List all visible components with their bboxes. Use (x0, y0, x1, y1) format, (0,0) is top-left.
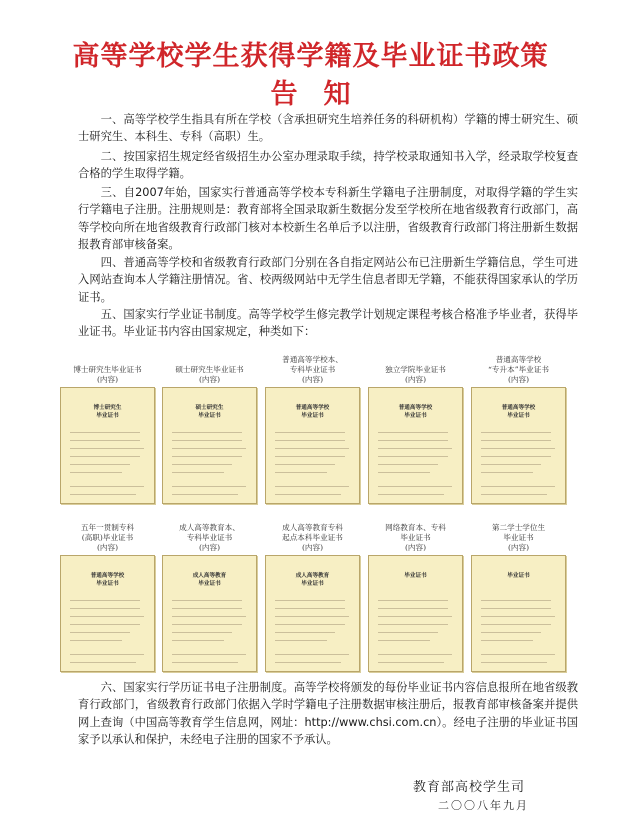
certificate-caption-line: 网络教育本、专科 (385, 523, 446, 532)
certificate-card-title-line: 博士研究生 (93, 405, 122, 411)
certificate-caption (60, 523, 155, 553)
certificate-text-line (70, 632, 130, 633)
certificate-caption-line: (内容) (198, 375, 221, 384)
certificate-text-line (172, 632, 232, 633)
certificate-text-line (481, 456, 551, 457)
certificate-footer-line (378, 486, 452, 487)
document-title: 高等学校学生获得学籍及毕业证书政策 (72, 41, 549, 72)
certificate-text-line (172, 464, 232, 465)
certificate-caption-line: 普通高等学校本、 (282, 355, 343, 364)
certificate-image (265, 555, 360, 672)
certificate-text-line (481, 432, 551, 433)
certificate-text-line (481, 472, 533, 473)
paragraph-6: 六、国家实行学历证书电子注册制度。高等学校将颁发的每份毕业证书内容信息报所在地省级教育行政部门，省级教育行政部门依据入学时学籍电子注册数据审核注册后，报教育部审核备案并提供网上查询（中国高等教育学生信息网，网址：http://www.chsi.com.cn）。经电子注册的毕业证书国家予以承认和保护，未经电子注册的国家不予承认。 (78, 681, 578, 747)
certificate-text-line (70, 432, 140, 433)
certificate-card-title-line: 毕业证书 (404, 413, 427, 419)
issue-date: 二〇〇八年九月 (438, 799, 529, 812)
certificate-caption-line: (内容) (404, 375, 427, 384)
certificate-text-line (378, 616, 452, 617)
certificate-caption (60, 355, 155, 385)
certificate-text-line (70, 440, 140, 441)
certificate-text-line (275, 632, 335, 633)
certificate-footer-line (378, 662, 444, 663)
issuer-signature: 教育部高校学生司 (412, 780, 525, 795)
certificate-text-line (70, 640, 122, 641)
certificate-text-line (172, 432, 242, 433)
certificate-image (471, 555, 566, 672)
certificate-text-line (275, 464, 335, 465)
certificate-caption-line: (内容) (96, 375, 119, 384)
certificate-image (368, 387, 463, 504)
certificate-footer-line (481, 662, 547, 663)
certificate-card-title-line: 普通高等学校 (398, 405, 433, 411)
certificate-text-line (275, 472, 327, 473)
certificate-text-line (378, 464, 438, 465)
certificate-text-line (481, 640, 533, 641)
certificate-caption (265, 523, 360, 553)
certificate-grid (60, 355, 560, 675)
certificate-text-line (172, 448, 246, 449)
certificate-text-line (275, 600, 345, 601)
certificate-footer-line (172, 494, 238, 495)
certificate-text-line (378, 448, 452, 449)
certificate-footer-line (70, 486, 144, 487)
certificate-text-line (481, 440, 551, 441)
certificate-card-title-line: 毕业证书 (404, 573, 427, 579)
certificate-caption-line: 毕业证书 (400, 533, 431, 542)
certificate-caption-line: (高职)毕业证书 (81, 533, 134, 542)
certificate-caption-line: 硕士研究生毕业证书 (175, 365, 244, 374)
certificate-card-title-line: 毕业证书 (507, 413, 530, 419)
paragraph-5: 五、国家实行学业证书制度。高等学校学生修完教学计划规定课程考核合格准予毕业者，获得毕业证书。毕业证书内容由国家规定，种类如下： (78, 308, 578, 339)
certificate-text-line (172, 440, 242, 441)
certificate-card-title (369, 404, 462, 420)
certificate-text-line (70, 464, 130, 465)
certificate-text-line (172, 624, 242, 625)
certificate-card-title-line: 毕业证书 (301, 413, 324, 419)
certificate-caption-line: “专升本”毕业证书 (488, 365, 549, 374)
certificate-footer-line (275, 486, 349, 487)
certificate-sample (471, 523, 566, 672)
certificate-text-line (378, 600, 448, 601)
certificate-caption-line: 起点本科毕业证书 (282, 533, 343, 542)
certificate-text-line (70, 456, 140, 457)
certificate-card-title (472, 572, 565, 580)
certificate-text-line (378, 624, 448, 625)
certificate-sample (368, 523, 463, 672)
certificate-text-line (172, 616, 246, 617)
certificate-footer-line (275, 494, 341, 495)
certificate-image (471, 387, 566, 504)
certificate-footer-line (481, 654, 555, 655)
certificate-caption-line: 普通高等学校 (495, 355, 542, 364)
certificate-image (162, 387, 257, 504)
certificate-image (60, 387, 155, 504)
certificate-card-title (61, 404, 154, 420)
certificate-text-line (172, 456, 242, 457)
certificate-sample (60, 355, 155, 504)
certificate-card-title-line: 成人高等教育 (295, 573, 330, 579)
certificate-card-title-line: 毕业证书 (301, 581, 324, 587)
certificate-caption-line: (内容) (507, 543, 530, 552)
certificate-caption (471, 355, 566, 385)
certificate-card-title-line: 成人高等教育 (192, 573, 227, 579)
certificate-text-line (378, 640, 430, 641)
certificate-text-line (172, 600, 242, 601)
certificate-caption-line: 毕业证书 (503, 533, 534, 542)
certificate-text-line (70, 448, 144, 449)
certificate-sample (162, 355, 257, 504)
certificate-footer-line (275, 654, 349, 655)
certificate-caption-line: 专科毕业证书 (289, 365, 336, 374)
certificate-caption (162, 355, 257, 385)
certificate-sample (60, 523, 155, 672)
certificate-footer-line (172, 654, 246, 655)
certificate-text-line (378, 440, 448, 441)
paragraph-3: 三、自2007年始，国家实行普通高等学校本专科新生学籍电子注册制度，对取得学籍的学生实行学籍电子注册。注册规则是：教育部将全国录取新生数据分发至学校所在地省级教育行政部门，高等学校向所在地省级教育行政部门核对本校新生名单后予以注册，省级教育行政部门将注册新生数据报教育部审核备案。 (78, 186, 578, 252)
certificate-caption (368, 523, 463, 553)
certificate-text-line (172, 472, 224, 473)
certificate-text-line (378, 608, 448, 609)
certificate-card-title-line: 普通高等学校 (501, 405, 536, 411)
certificate-text-line (172, 608, 242, 609)
certificate-caption (162, 523, 257, 553)
certificate-card-title-line: 毕业证书 (96, 581, 119, 587)
document-subtitle: 告知 (270, 79, 377, 110)
certificate-text-line (481, 464, 541, 465)
paragraph-4: 四、普通高等学校和省级教育行政部门分别在各自指定网站公布已注册新生学籍信息，学生可进入网站查询本人学籍注册情况。省、校两级网站中无学生信息者即无学籍，不能获得国家承认的学历证书。 (78, 256, 578, 304)
certificate-text-line (481, 632, 541, 633)
certificate-footer-line (172, 662, 238, 663)
certificate-caption-line: 第二学士学位生 (491, 523, 546, 532)
certificate-text-line (481, 600, 551, 601)
certificate-text-line (275, 640, 327, 641)
certificate-caption-line: 博士研究生毕业证书 (73, 365, 142, 374)
certificate-caption-line: (内容) (507, 375, 530, 384)
certificate-text-line (275, 608, 345, 609)
certificate-sample (471, 355, 566, 504)
certificate-text-line (70, 624, 140, 625)
certificate-card-title-line: 毕业证书 (198, 413, 221, 419)
certificate-footer-line (275, 662, 341, 663)
certificate-card-title (266, 572, 359, 588)
certificate-text-line (275, 456, 345, 457)
certificate-text-line (481, 624, 551, 625)
certificate-caption-line: 成人高等教育本、 (179, 523, 240, 532)
certificate-text-line (275, 616, 349, 617)
certificate-footer-line (70, 654, 144, 655)
certificate-caption (265, 355, 360, 385)
certificate-caption-line: 成人高等教育专科 (282, 523, 343, 532)
certificate-card-title-line: 毕业证书 (198, 581, 221, 587)
certificate-caption-line: (内容) (301, 543, 324, 552)
certificate-text-line (378, 472, 430, 473)
certificate-image (60, 555, 155, 672)
certificate-image (368, 555, 463, 672)
certificate-caption-line: 独立学院毕业证书 (385, 365, 446, 374)
certificate-text-line (275, 432, 345, 433)
certificate-caption-line: (内容) (404, 543, 427, 552)
certificate-footer-line (481, 486, 555, 487)
certificate-text-line (378, 632, 438, 633)
certificate-text-line (70, 608, 140, 609)
certificate-card-title (163, 404, 256, 420)
certificate-footer-line (481, 494, 547, 495)
certificate-text-line (70, 600, 140, 601)
certificate-footer-line (378, 654, 452, 655)
certificate-text-line (70, 472, 122, 473)
certificate-card-title-line: 硕士研究生 (195, 405, 224, 411)
certificate-caption-line: 专科毕业证书 (186, 533, 233, 542)
certificate-footer-line (378, 494, 444, 495)
certificate-text-line (70, 616, 144, 617)
certificate-card-title (61, 572, 154, 588)
certificate-text-line (275, 440, 345, 441)
certificate-footer-line (70, 662, 136, 663)
certificate-text-line (172, 640, 224, 641)
certificate-text-line (481, 608, 551, 609)
certificate-card-title (369, 572, 462, 580)
certificate-sample (368, 355, 463, 504)
certificate-caption-line: (内容) (198, 543, 221, 552)
certificate-card-title-line: 毕业证书 (96, 413, 119, 419)
certificate-footer-line (172, 486, 246, 487)
certificate-text-line (481, 448, 555, 449)
certificate-caption-line: (内容) (96, 543, 119, 552)
certificate-caption-line: (内容) (301, 375, 324, 384)
certificate-text-line (481, 616, 555, 617)
certificate-text-line (275, 448, 349, 449)
certificate-caption (471, 523, 566, 553)
certificate-card-title-line: 普通高等学校 (90, 573, 125, 579)
certificate-image (162, 555, 257, 672)
certificate-card-title-line: 普通高等学校 (295, 405, 330, 411)
certificate-text-line (378, 432, 448, 433)
certificate-card-title-line: 毕业证书 (507, 573, 530, 579)
paragraph-1: 一、高等学校学生指具有所在学校（含承担研究生培养任务的科研机构）学籍的博士研究生、硕士研究生、本科生、专科（高职）生。 (78, 113, 578, 144)
certificate-footer-line (70, 494, 136, 495)
certificate-text-line (378, 456, 448, 457)
certificate-card-title (163, 572, 256, 588)
certificate-text-line (275, 624, 345, 625)
certificate-caption-line: 五年一贯制专科 (80, 523, 135, 532)
certificate-card-title (472, 404, 565, 420)
paragraph-2: 二、按国家招生规定经省级招生办公室办理录取手续，持学校录取通知书入学，经录取学校复查合格的学生取得学籍。 (78, 150, 578, 181)
certificate-sample (162, 523, 257, 672)
certificate-card-title (266, 404, 359, 420)
certificate-caption (368, 355, 463, 385)
certificate-image (265, 387, 360, 504)
certificate-sample (265, 523, 360, 672)
certificate-sample (265, 355, 360, 504)
